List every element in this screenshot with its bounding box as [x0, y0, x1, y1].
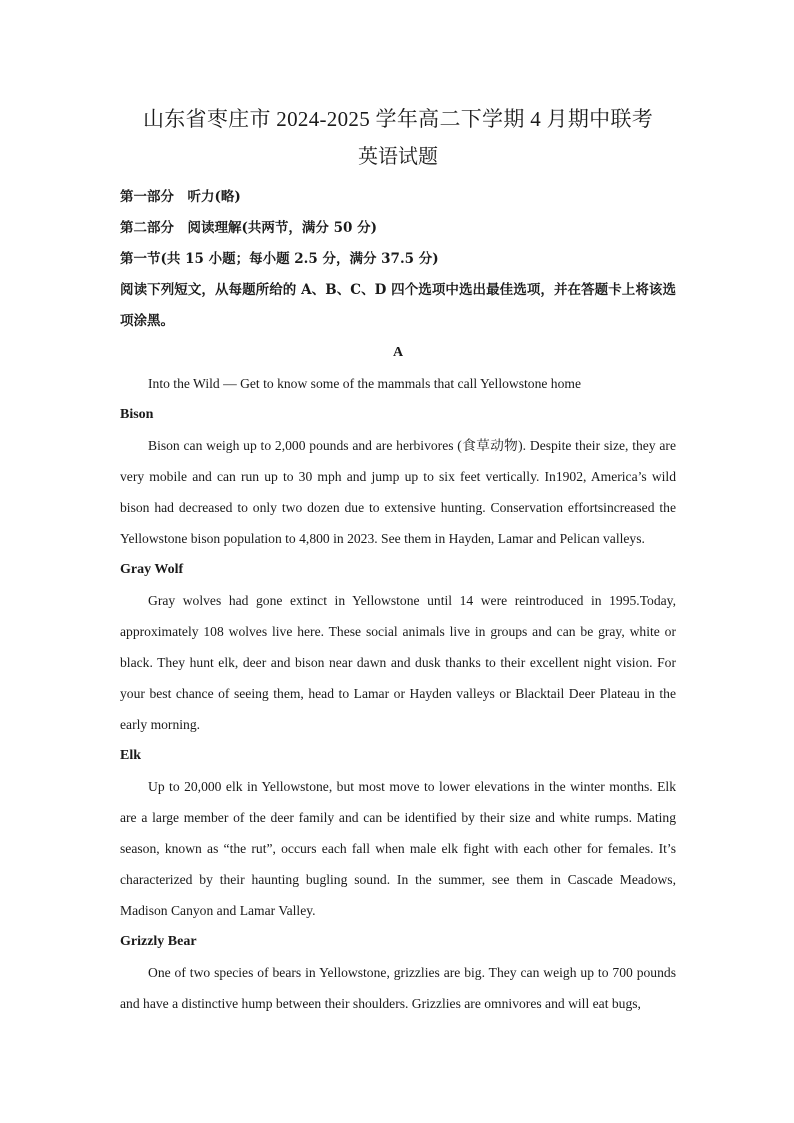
passage-letter: A — [392, 345, 404, 360]
animal-heading: Elk — [120, 748, 142, 763]
part-two-heading: 第二部分 阅读理解(共两节，满分 50 分) — [120, 220, 377, 236]
animal-heading: Bison — [120, 407, 154, 422]
reading-instruction: 阅读下列短文，从每题所给的 A、B、C、D 四个选项中选出最佳选项，并在答题卡上将该选项涂黑。 — [120, 282, 676, 329]
animal-section-elk — [120, 740, 676, 926]
section-one-heading: 第一节(共 15 小题；每小题 2.5 分，满分 37.5 分) — [120, 251, 439, 267]
animal-heading: Grizzly Bear — [120, 934, 197, 949]
animal-section-grizzly-bear — [120, 926, 676, 1019]
animal-paragraph: Gray wolves had gone extinct in Yellowstone until 14 were reintroduced in 1995.Today, approximately 108 wolves live here. These social animals live in groups and can be gray, white or black. They hunt elk, deer and bison near dawn and dusk thanks to their excellent night vision. For your best chance of seeing them, head to Lamar or Hayden valleys or Blacktail Deer Plateau in the early morning. — [120, 593, 676, 732]
document-subtitle: 英语试题 — [358, 146, 438, 168]
animal-paragraph: One of two species of bears in Yellowstone, grizzlies are big. They can weigh up to 700 pounds and have a distinctive hump between their shoulders. Grizzlies are omnivores and will eat bugs, — [120, 965, 676, 1011]
animal-paragraph: Up to 20,000 elk in Yellowstone, but most move to lower elevations in the winter months. Elk are a large member of the deer family and can be identified by their size and white rumps. Mating season, known as “the rut”, occurs each fall when male elk fight with each other for females. It’s characterized by their haunting bugling sound. In the summer, see them in Cascade Meadows, Madison Canyon and Lamar Valley. — [120, 779, 676, 918]
document-title: 山东省枣庄市 2024-2025 学年高二下学期 4 月期中联考 — [142, 107, 654, 131]
animal-section-bison — [120, 399, 676, 554]
part-one-heading: 第一部分 听力(略) — [120, 189, 241, 205]
animal-section-gray-wolf — [120, 554, 676, 740]
document-page — [120, 100, 676, 1019]
animal-paragraph: Bison can weigh up to 2,000 pounds and are herbivores (食草动物). Despite their size, they are very mobile and can run up to 30 mph and jump up to six feet vertically. In1902, America’s wild bison had decreased to only two dozen due to extensive hunting. Conservation effortsincreased the Yellowstone bison population to 4,800 in 2023. See them in Hayden, Lamar and Pelican valleys. — [120, 438, 676, 546]
animal-heading: Gray Wolf — [120, 562, 184, 577]
passage-intro: Into the Wild — Get to know some of the mammals that call Yellowstone home — [148, 376, 582, 391]
